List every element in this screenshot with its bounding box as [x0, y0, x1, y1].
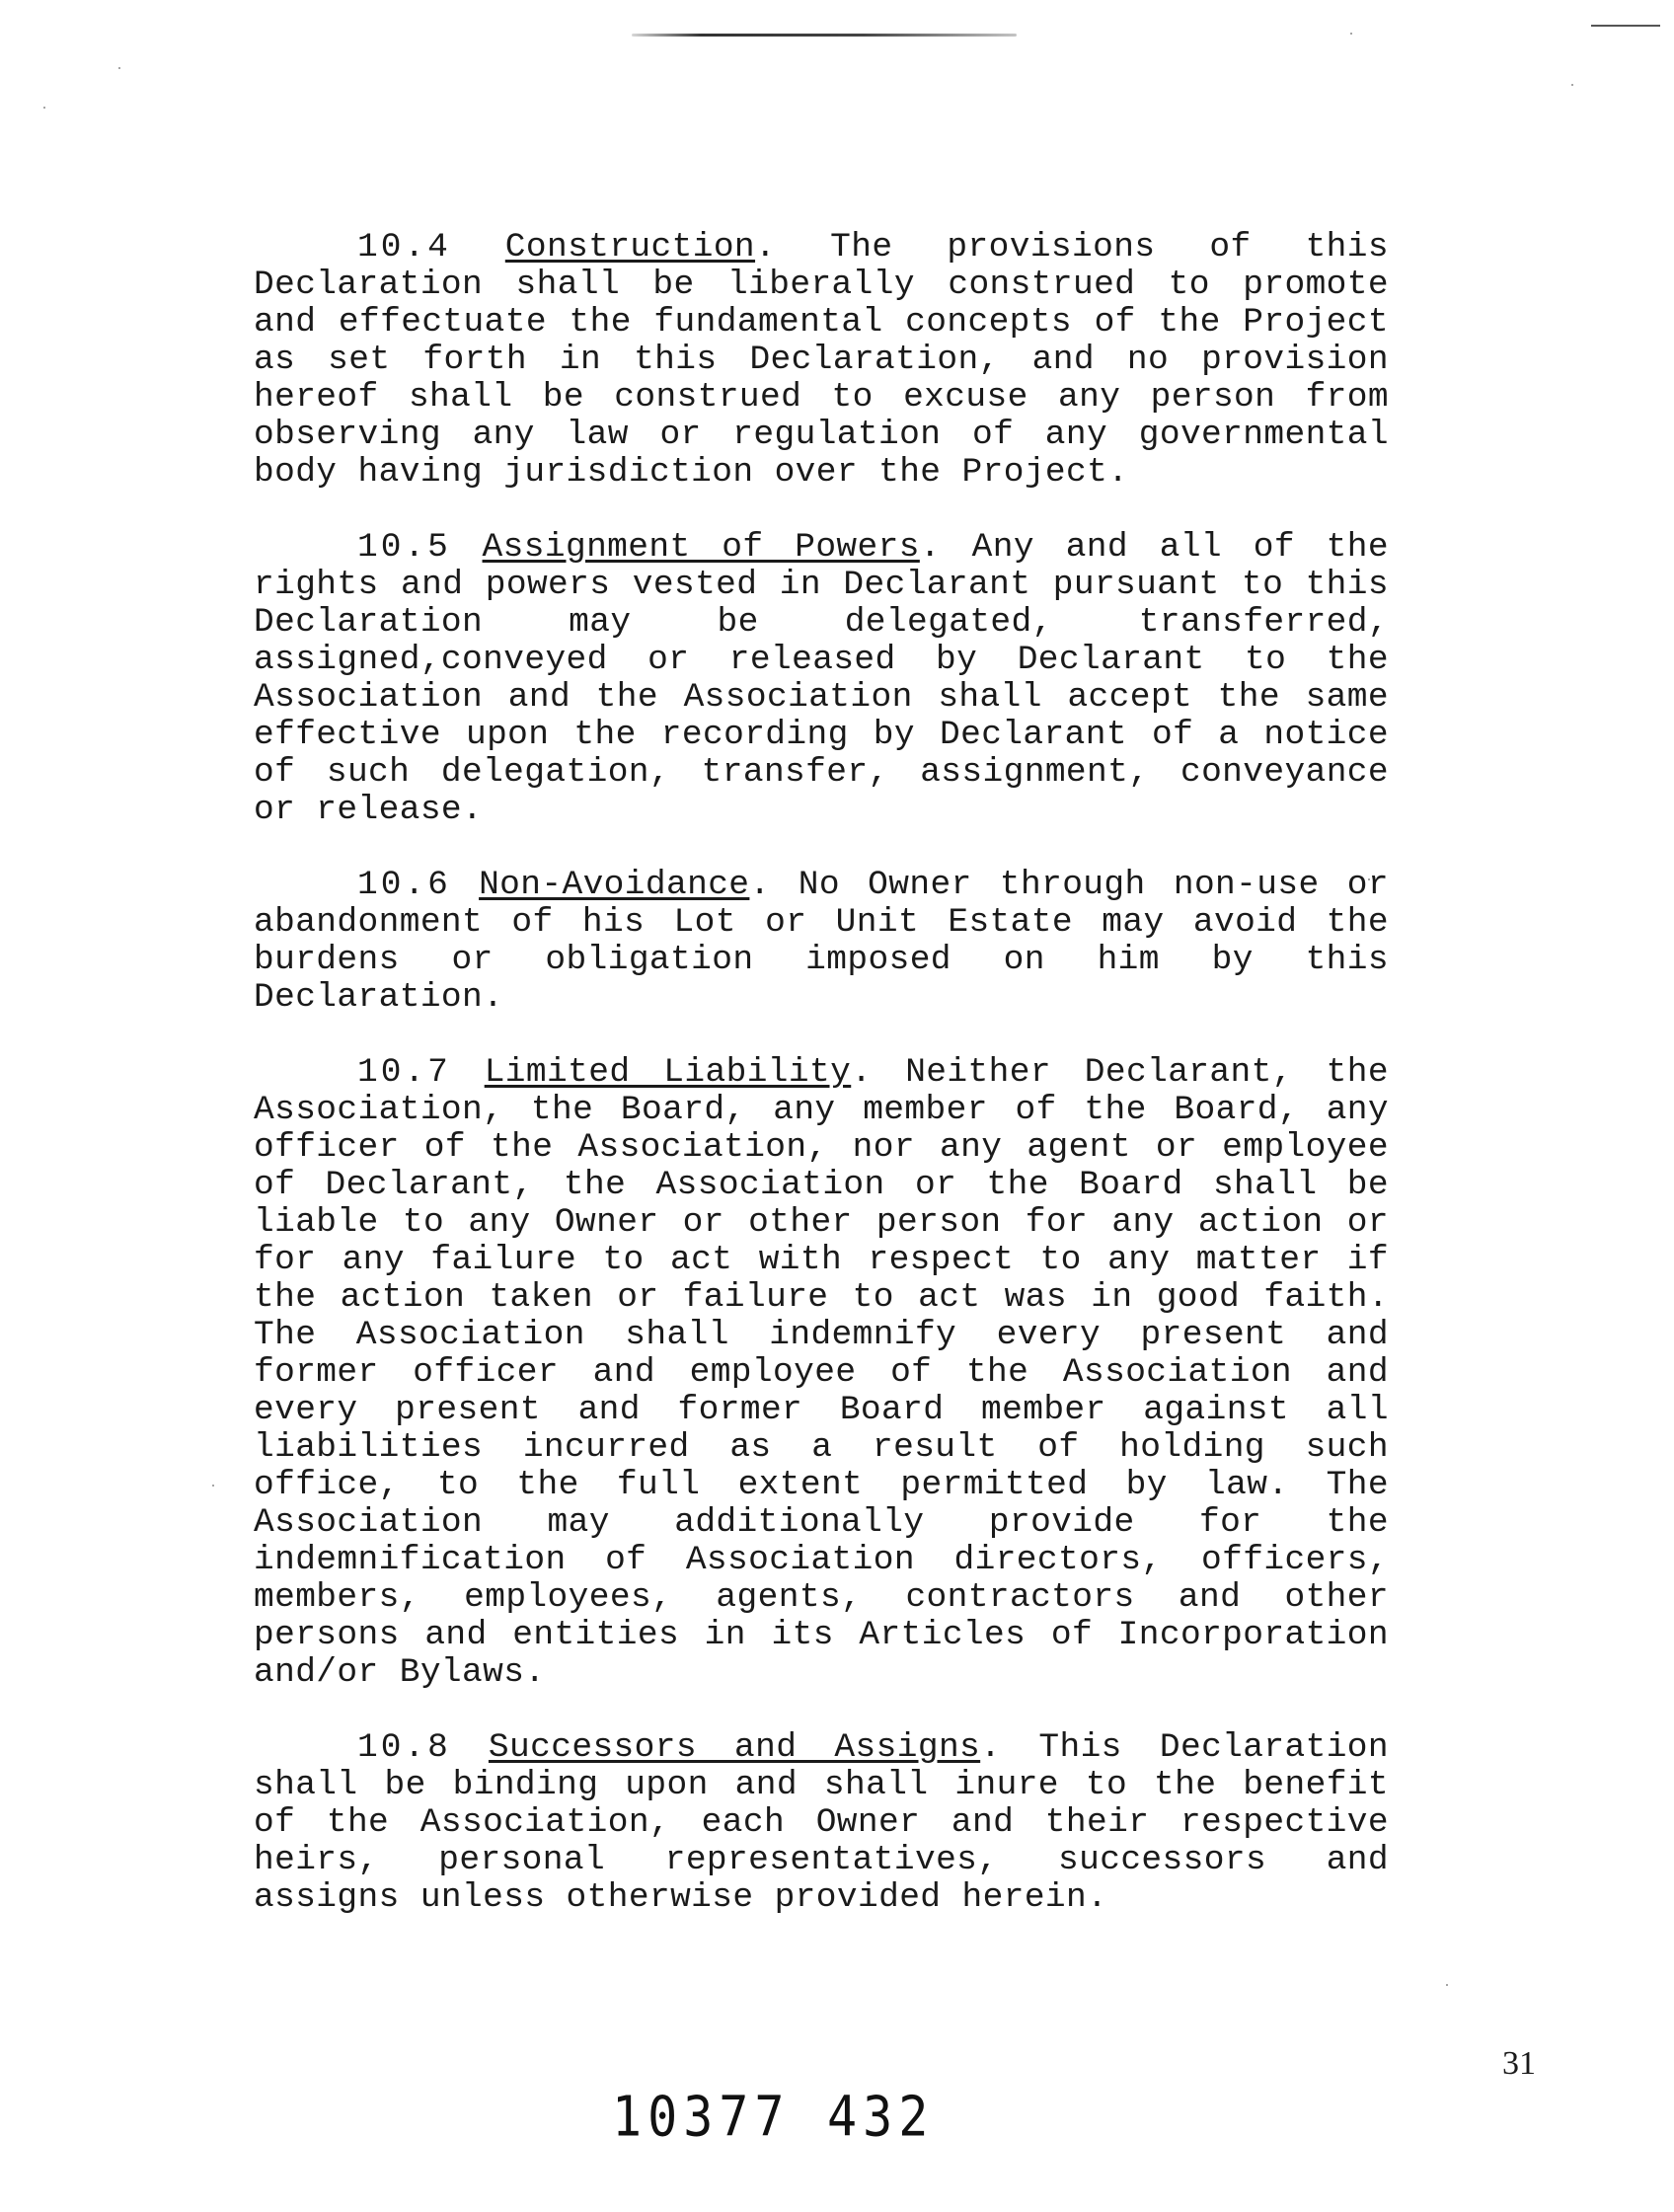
- section-10-6: 10.6 Non-Avoidance. No Owner through non-use or abandonment of his Lot or Unit Estate may avoid the burdens or obligation imposed on him by this Declaration.: [254, 866, 1389, 1017]
- section-10-5: 10.5 Assignment of Powers. Any and all of the rights and powers vested in Declarant pursuant to this Declaration may be delegated, transferred, assigned,conveyed or released by Declarant to the Association and the Association shall accept the same effective upon the recording by Declarant of a notice of such delegation, transfer, assignment, conveyance or release.: [254, 528, 1389, 829]
- document-body: [254, 229, 1389, 1954]
- section-text: Any and all of the rights and powers vested in Declarant pursuant to this Declaration may be delegated, transferred, assigned,conveyed or released by Declarant to the Association and the Association shall accept the same effective upon the recording by Declarant of a notice of such delegation, transfer, assignment, conveyance or release.: [254, 528, 1389, 829]
- section-number: 10.7: [357, 1053, 451, 1092]
- section-text: Neither Declarant, the Association, the Board, any member of the Board, any officer of the Association, nor any agent or employee of Declarant, the Association or the Board shall be liable to any Owner or other person for any action or for any failure to act with respect to any matter if the action taken or failure to act was in good faith. The Association shall indemnify every present and former officer and employee of the Association and every present and former Board member against all liabilities incurred as a result of holding such office, to the full extent permitted by law. The Association may additionally provide for the indemnification of Association directors, officers, members, employees, agents, contractors and other persons and entities in its Articles of Incorporation and/or Bylaws.: [254, 1053, 1389, 1692]
- section-10-7: 10.7 Limited Liability. Neither Declarant, the Association, the Board, any member of the Board, any officer of the Association, nor any agent or employee of Declarant, the Association or the Board shall be liable to any Owner or other person for any action or for any failure to act with respect to any matter if the action taken or failure to act was in good faith. The Association shall indemnify every present and former officer and employee of the Association and every present and former Board member against all liabilities incurred as a result of holding such office, to the full extent permitted by law. The Association may additionally provide for the indemnification of Association directors, officers, members, employees, agents, contractors and other persons and entities in its Articles of Incorporation and/or Bylaws.: [254, 1053, 1389, 1692]
- recording-stamp-book: 10377: [612, 2085, 791, 2149]
- section-heading: Successors and Assigns: [488, 1728, 981, 1767]
- section-number: 10.5: [357, 528, 451, 567]
- section-number: 10.6: [357, 866, 451, 904]
- section-number: 10.4: [357, 228, 451, 267]
- section-heading: Limited Liability: [484, 1053, 852, 1092]
- section-text: The provisions of this Declaration shall be liberally construed to promote and effectuate the fundamental concepts of the Project as set forth in this Declaration, and no provision hereof shall be construed to excuse any person from observing any law or regulation of any governmental body having jurisdiction over the Project.: [254, 228, 1389, 492]
- page-number: 31: [1502, 2045, 1536, 2082]
- section-heading: Non-Avoidance: [479, 866, 750, 904]
- section-10-8: 10.8 Successors and Assigns. This Declaration shall be binding upon and shall inure to the benefit of the Association, each Owner and their respective heirs, personal representatives, successors and assigns unless otherwise provided herein.: [254, 1728, 1390, 1917]
- section-heading: Assignment of Powers: [482, 528, 920, 567]
- section-number: 10.8: [357, 1728, 451, 1767]
- scan-artifact-line-right: [1591, 25, 1660, 27]
- section-10-4: 10.4 Construction. The provisions of this Declaration shall be liberally construed to promote and effectuate the fundamental concepts of the Project as set forth in this Declaration, and no provision hereof shall be construed to excuse any person from observing any law or regulation of any governmental body having jurisdiction over the Project.: [254, 228, 1389, 492]
- section-heading: Construction: [504, 228, 756, 267]
- section-text: This Declaration shall be binding upon and shall inure to the benefit of the Association, each Owner and their respective heirs, personal representatives, successors and assigns unless otherwise provided herein.: [254, 1728, 1390, 1917]
- recording-stamp-page: 432: [827, 2085, 935, 2149]
- section-text: No Owner through non-use or abandonment of his Lot or Unit Estate may avoid the burdens or obligation imposed on him by this Declaration.: [254, 866, 1389, 1017]
- scan-artifact-line: [632, 34, 1017, 37]
